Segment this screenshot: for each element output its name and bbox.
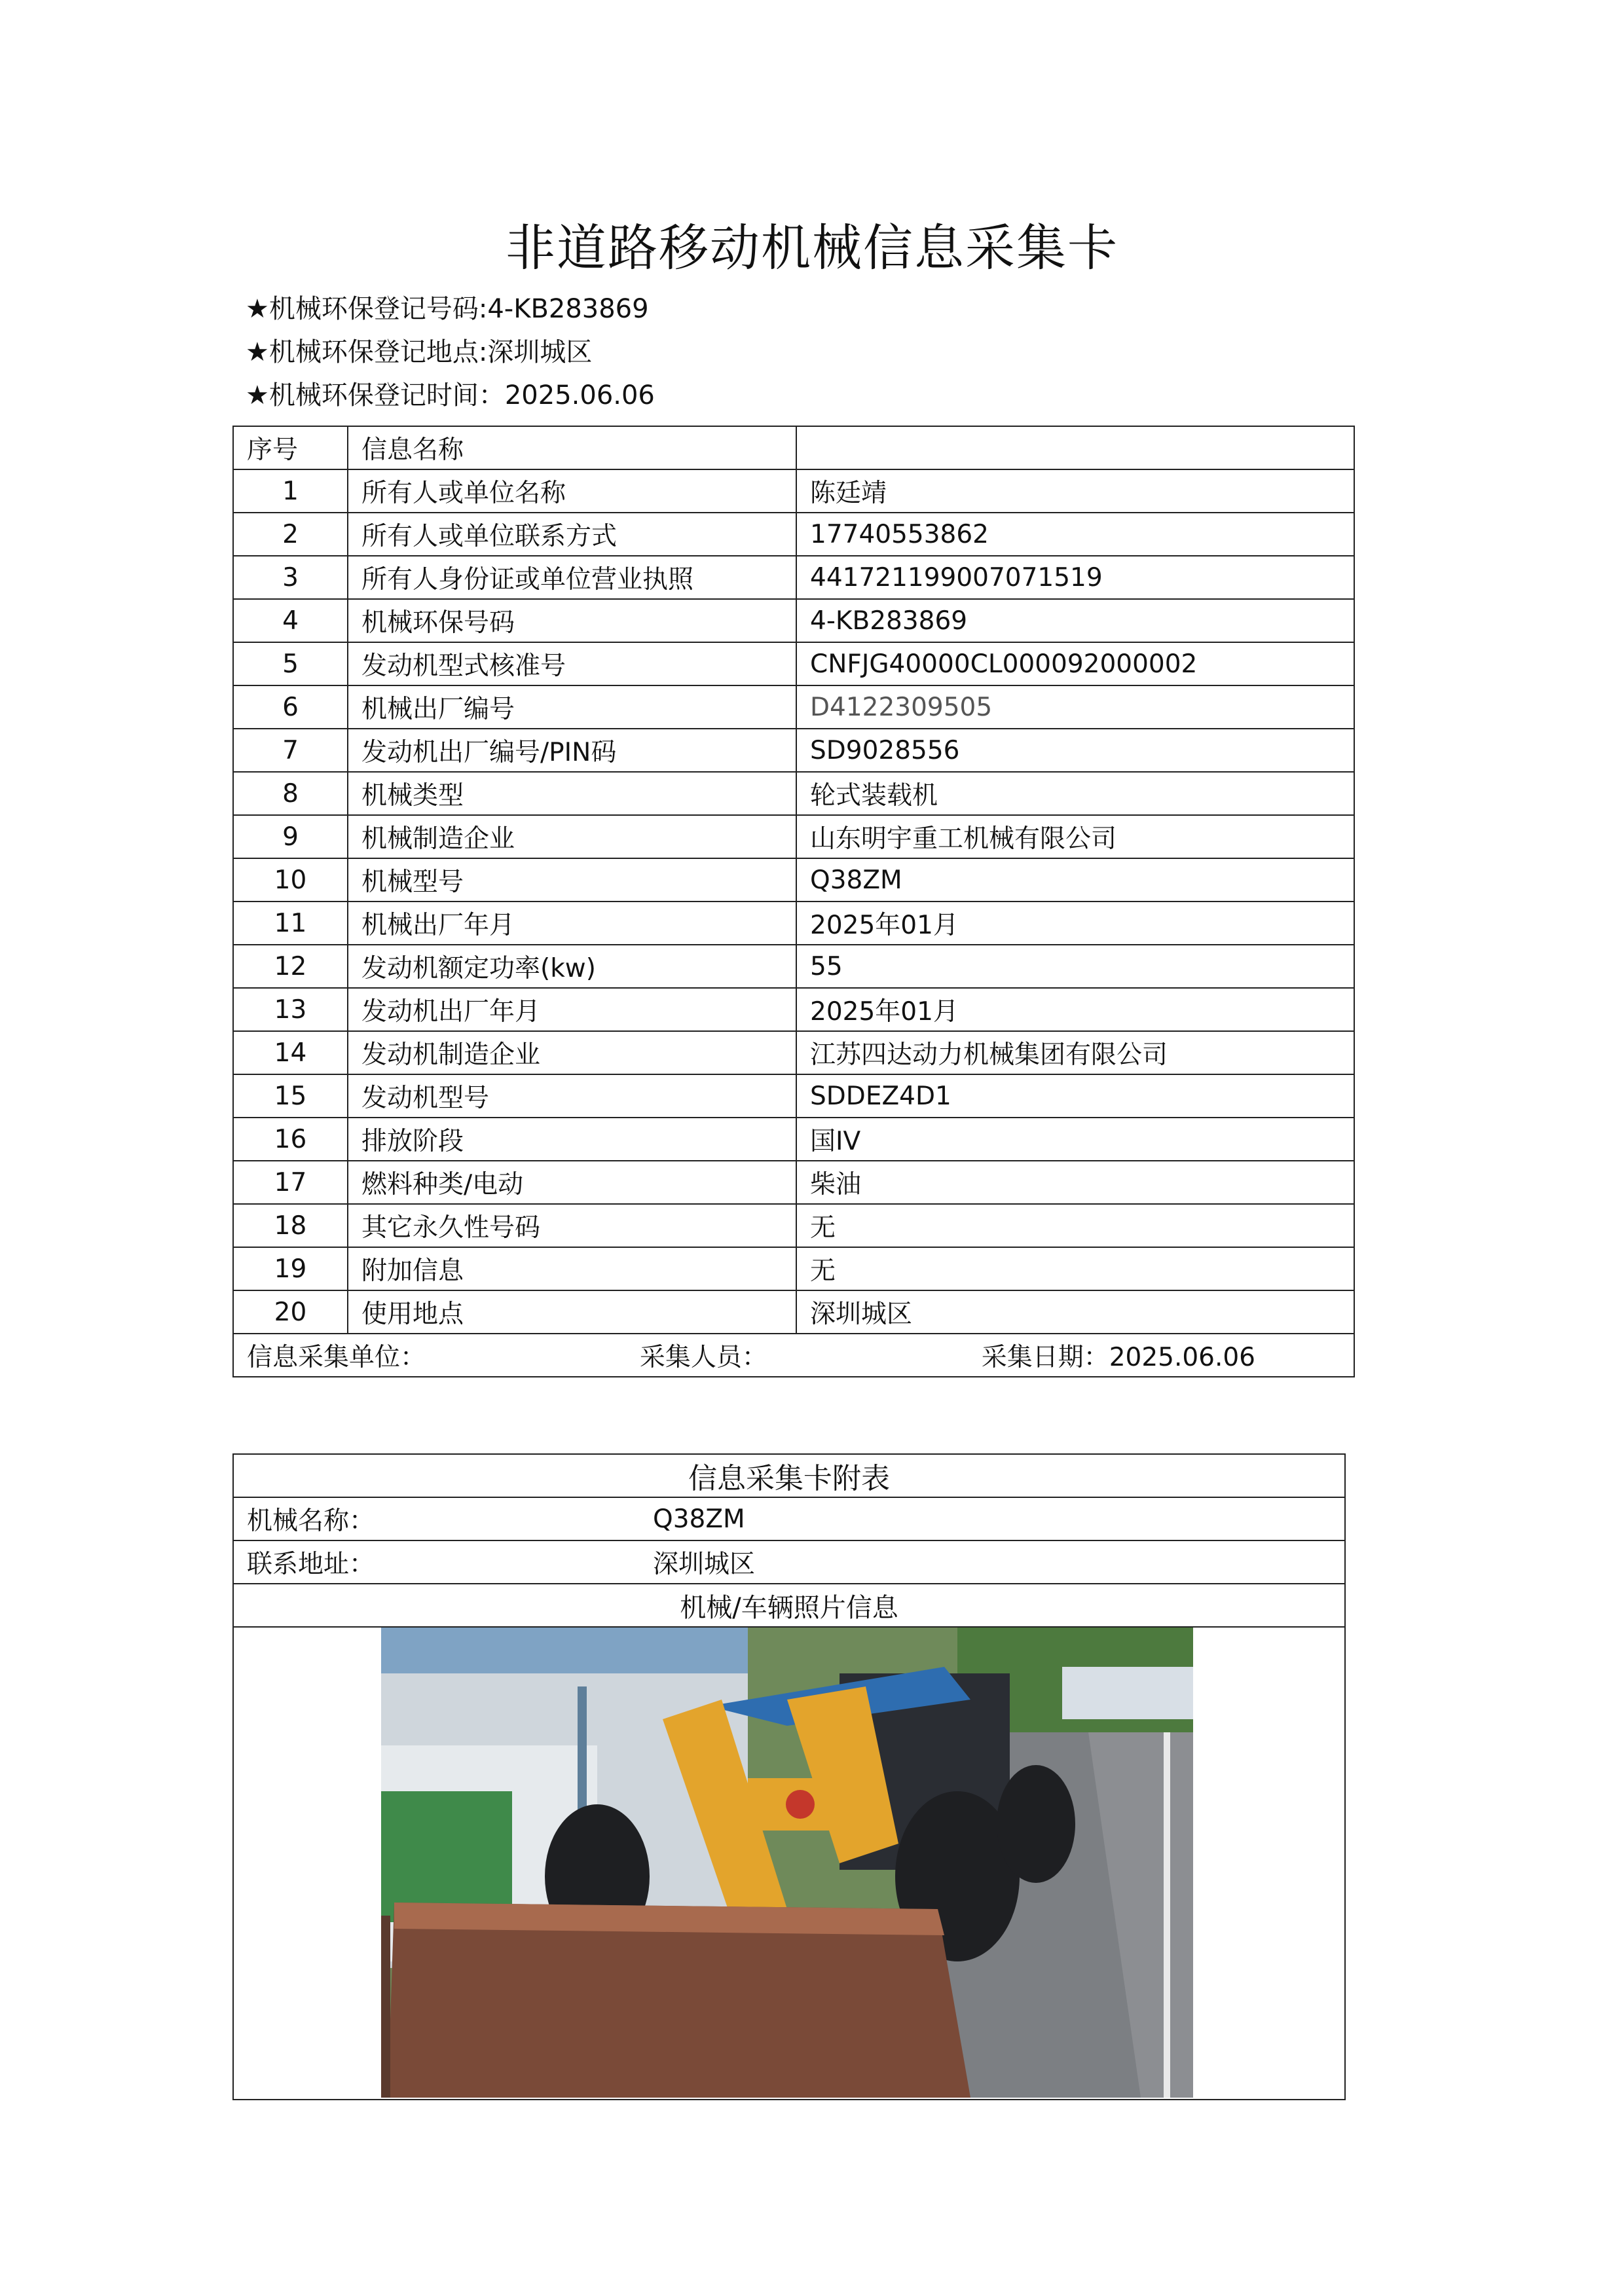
photo-area — [234, 1628, 1344, 2099]
row-value: 国IV — [796, 1118, 1354, 1161]
row-value: 2025年01月 — [796, 902, 1354, 945]
table-row — [233, 642, 1354, 685]
table-footer-row — [233, 1334, 1354, 1377]
row-num: 17 — [233, 1161, 348, 1204]
row-name: 附加信息 — [348, 1247, 796, 1290]
row-name: 机械制造企业 — [348, 815, 796, 858]
row-num: 4 — [233, 599, 348, 642]
table-row — [233, 815, 1354, 858]
row-name: 其它永久性号码 — [348, 1204, 796, 1247]
row-name: 发动机额定功率(kw) — [348, 945, 796, 988]
table-row — [233, 1204, 1354, 1247]
row-value: D4122309505 — [796, 685, 1354, 729]
row-name: 机械出厂编号 — [348, 685, 796, 729]
row-value: 山东明宇重工机械有限公司 — [796, 815, 1354, 858]
machine-name-row — [234, 1498, 1344, 1541]
row-value: 深圳城区 — [796, 1290, 1354, 1334]
table-row — [233, 469, 1354, 513]
table-row — [233, 858, 1354, 902]
collector-label: 采集人员： — [639, 1343, 767, 1372]
collection-date-label: 采集日期：2025.06.06 — [981, 1343, 1255, 1372]
row-value: 55 — [796, 945, 1354, 988]
photo-section-label: 机械/车辆照片信息 — [234, 1584, 1344, 1628]
row-num: 7 — [233, 729, 348, 772]
address-label: 联系地址： — [247, 1550, 375, 1579]
registration-place: ★机械环保登记地点:深圳城区 — [246, 337, 593, 367]
row-value: 17740553862 — [796, 513, 1354, 556]
row-name: 所有人或单位联系方式 — [348, 513, 796, 556]
table-row — [233, 729, 1354, 772]
header-num: 序号 — [233, 426, 348, 469]
page-title: 非道路移动机械信息采集卡 — [506, 219, 1118, 277]
row-value: 4-KB283869 — [796, 599, 1354, 642]
row-name: 发动机制造企业 — [348, 1031, 796, 1074]
registration-time: ★机械环保登记时间：2025.06.06 — [246, 380, 655, 410]
row-num: 3 — [233, 556, 348, 599]
row-num: 1 — [233, 469, 348, 513]
row-num: 14 — [233, 1031, 348, 1074]
row-name: 机械环保号码 — [348, 599, 796, 642]
table-row — [233, 1118, 1354, 1161]
loader-photo — [381, 1628, 1193, 2098]
row-num: 2 — [233, 513, 348, 556]
table-row — [233, 1290, 1354, 1334]
row-value: 无 — [796, 1204, 1354, 1247]
table-row — [233, 772, 1354, 815]
row-name: 发动机型号 — [348, 1074, 796, 1118]
table-row — [233, 556, 1354, 599]
table-row — [233, 1247, 1354, 1290]
table-row — [233, 1031, 1354, 1074]
machine-name-value: Q38ZM — [653, 1504, 745, 1534]
row-name: 机械出厂年月 — [348, 902, 796, 945]
table-header-row — [233, 426, 1354, 469]
address-row — [234, 1541, 1344, 1584]
machine-name-label: 机械名称： — [247, 1506, 375, 1536]
header-value — [796, 426, 1354, 469]
row-value: 轮式装载机 — [796, 772, 1354, 815]
row-num: 13 — [233, 988, 348, 1031]
row-num: 11 — [233, 902, 348, 945]
attachment-title: 信息采集卡附表 — [234, 1455, 1344, 1498]
row-value: 江苏四达动力机械集团有限公司 — [796, 1031, 1354, 1074]
row-num: 15 — [233, 1074, 348, 1118]
row-num: 19 — [233, 1247, 348, 1290]
row-num: 5 — [233, 642, 348, 685]
row-num: 18 — [233, 1204, 348, 1247]
row-num: 6 — [233, 685, 348, 729]
row-value: 陈廷靖 — [796, 469, 1354, 513]
row-value: SD9028556 — [796, 729, 1354, 772]
row-value: 441721199007071519 — [796, 556, 1354, 599]
header-name: 信息名称 — [348, 426, 796, 469]
collection-unit-label: 信息采集单位： — [247, 1343, 426, 1372]
row-name: 所有人或单位名称 — [348, 469, 796, 513]
row-value: 柴油 — [796, 1161, 1354, 1204]
table-row — [233, 902, 1354, 945]
row-name: 发动机型式核准号 — [348, 642, 796, 685]
info-table — [232, 426, 1355, 1377]
row-name: 使用地点 — [348, 1290, 796, 1334]
row-name: 排放阶段 — [348, 1118, 796, 1161]
row-name: 所有人身份证或单位营业执照 — [348, 556, 796, 599]
attachment-table — [232, 1453, 1346, 2100]
row-value: 无 — [796, 1247, 1354, 1290]
row-value: CNFJG40000CL000092000002 — [796, 642, 1354, 685]
table-row — [233, 599, 1354, 642]
row-num: 8 — [233, 772, 348, 815]
row-value: 2025年01月 — [796, 988, 1354, 1031]
row-value: Q38ZM — [796, 858, 1354, 902]
row-value: SDDEZ4D1 — [796, 1074, 1354, 1118]
row-name: 发动机出厂编号/PIN码 — [348, 729, 796, 772]
row-name: 燃料种类/电动 — [348, 1161, 796, 1204]
row-num: 9 — [233, 815, 348, 858]
registration-number: ★机械环保登记号码:4-KB283869 — [246, 294, 649, 324]
table-row — [233, 513, 1354, 556]
row-num: 16 — [233, 1118, 348, 1161]
table-row — [233, 1161, 1354, 1204]
row-name: 机械类型 — [348, 772, 796, 815]
table-row — [233, 988, 1354, 1031]
table-row — [233, 1074, 1354, 1118]
row-name: 机械型号 — [348, 858, 796, 902]
table-row — [233, 945, 1354, 988]
row-num: 10 — [233, 858, 348, 902]
address-value: 深圳城区 — [653, 1550, 756, 1579]
row-num: 12 — [233, 945, 348, 988]
row-name: 发动机出厂年月 — [348, 988, 796, 1031]
table-row — [233, 685, 1354, 729]
row-num: 20 — [233, 1290, 348, 1334]
